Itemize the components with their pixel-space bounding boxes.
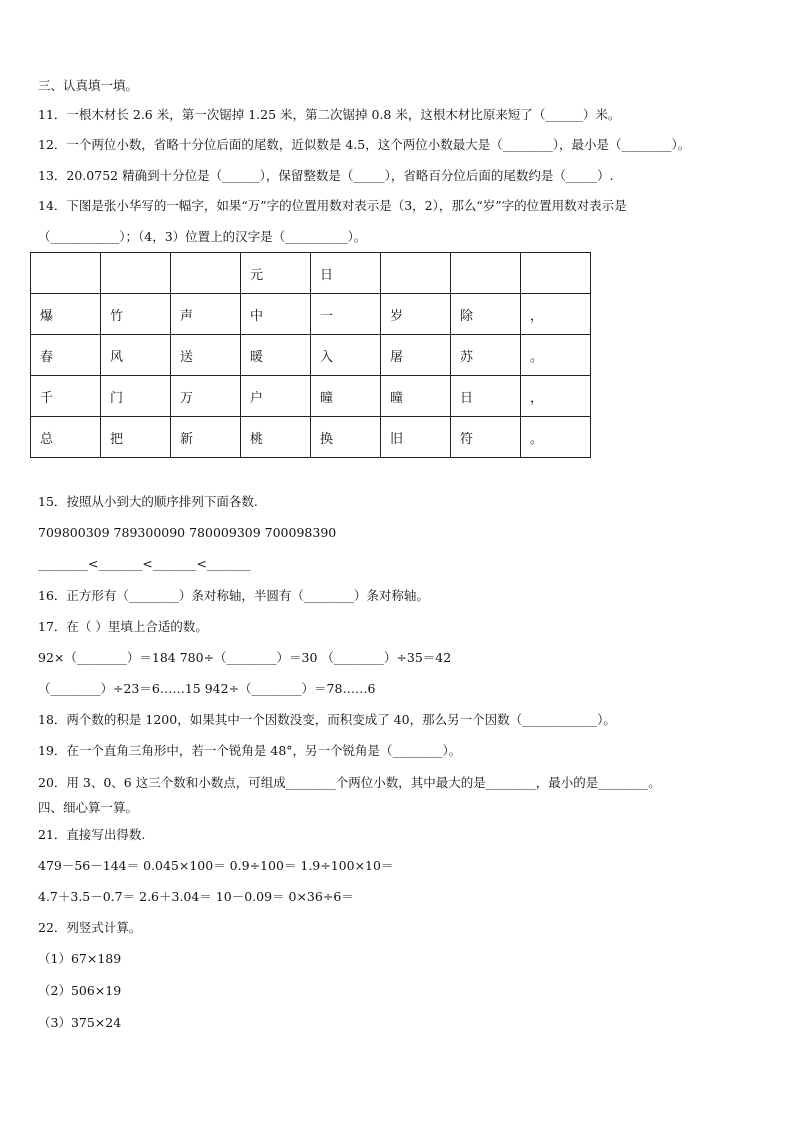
grid-cell: 新 (171, 417, 241, 458)
grid-row (31, 335, 591, 376)
question-21-row-1: 479－56－144＝ 0.045×100＝ 0.9÷100＝ 1.9÷100×10＝ (38, 858, 394, 873)
question-20: 20．用 3、0、6 这三个数和小数点，可组成________个两位小数，其中最大的是________，最小的是________。 (38, 775, 661, 790)
question-22: 22．列竖式计算。 (38, 920, 142, 935)
question-15-blanks: ________<_______<_______<_______ (38, 556, 251, 571)
grid-cell: 元 (241, 253, 311, 294)
grid-cell: 。 (521, 335, 591, 376)
grid-cell: 总 (31, 417, 101, 458)
question-21: 21．直接写出得数. (38, 827, 146, 842)
grid-cell: ， (521, 294, 591, 335)
question-17: 17．在（ ）里填上合适的数。 (38, 619, 208, 634)
question-17-row-2: （________）÷23＝6……15 942÷（________）＝78……6 (38, 681, 376, 696)
grid-cell: ， (521, 376, 591, 417)
grid-cell: 万 (171, 376, 241, 417)
grid-row (31, 376, 591, 417)
question-22-item-1: （1）67×189 (38, 951, 122, 966)
question-11: 11．一根木材长 2.6 米，第一次锯掉 1.25 米，第二次锯掉 0.8 米，这根木材比原来短了（______）米。 (38, 107, 621, 122)
grid-cell: 暖 (241, 335, 311, 376)
grid-cell: 苏 (451, 335, 521, 376)
grid-cell: 除 (451, 294, 521, 335)
grid-row (31, 294, 591, 335)
grid-cell: 千 (31, 376, 101, 417)
grid-cell: 日 (311, 253, 381, 294)
grid-cell: 曈 (381, 376, 451, 417)
question-22-item-3: （3）375×24 (38, 1015, 122, 1030)
grid-row (31, 417, 591, 458)
grid-cell: 把 (101, 417, 171, 458)
grid-cell: 一 (311, 294, 381, 335)
grid-cell: 竹 (101, 294, 171, 335)
question-22-item-2: （2）506×19 (38, 983, 122, 998)
grid-cell: 入 (311, 335, 381, 376)
grid-cell: 符 (451, 417, 521, 458)
grid-cell (521, 253, 591, 294)
grid-cell: 爆 (31, 294, 101, 335)
grid-cell (171, 253, 241, 294)
question-15: 15．按照从小到大的顺序排列下面各数. (38, 494, 258, 509)
question-13: 13．20.0752 精确到十分位是（______），保留整数是（_____），省略百分位后面的尾数约是（_____）. (38, 168, 614, 183)
grid-cell: 春 (31, 335, 101, 376)
question-19: 19．在一个直角三角形中，若一个锐角是 48°，另一个锐角是（________）。 (38, 743, 462, 758)
calligraphy-grid (30, 252, 591, 458)
grid-cell (31, 253, 101, 294)
question-18: 18．两个数的积是 1200，如果其中一个因数没变，而积变成了 40，那么另一个因数（____________）。 (38, 712, 616, 727)
grid-cell: 曈 (311, 376, 381, 417)
question-21-row-2: 4.7＋3.5－0.7＝ 2.6＋3.04＝ 10－0.09＝ 0×36÷6＝ (38, 889, 354, 904)
question-16: 16．正方形有（________）条对称轴，半圆有（________）条对称轴。 (38, 588, 429, 603)
grid-cell (451, 253, 521, 294)
grid-cell: 日 (451, 376, 521, 417)
grid-cell: 中 (241, 294, 311, 335)
question-14-line-2: （___________）；（4，3）位置上的汉字是（__________）。 (38, 229, 367, 244)
grid-cell: 声 (171, 294, 241, 335)
grid-cell: 岁 (381, 294, 451, 335)
grid-cell: 屠 (381, 335, 451, 376)
grid-cell: 桃 (241, 417, 311, 458)
grid-cell: 户 (241, 376, 311, 417)
question-15-numbers: 709800309 789300090 780009309 700098390 (38, 525, 337, 540)
grid-cell (381, 253, 451, 294)
grid-row (31, 253, 591, 294)
grid-cell (101, 253, 171, 294)
grid-cell: 旧 (381, 417, 451, 458)
grid-cell: 换 (311, 417, 381, 458)
section-4-heading: 四、细心算一算。 (38, 800, 139, 815)
grid-cell: 送 (171, 335, 241, 376)
section-3-heading: 三、认真填一填。 (38, 78, 139, 93)
grid-cell: 风 (101, 335, 171, 376)
grid-cell: 。 (521, 417, 591, 458)
grid-cell: 门 (101, 376, 171, 417)
question-17-row-1: 92×（________）＝184 780÷（________）＝30 （________）÷35＝42 (38, 650, 452, 665)
question-12: 12．一个两位小数，省略十分位后面的尾数，近似数是 4.5，这个两位小数最大是（________），最小是（________）。 (38, 137, 691, 152)
question-14-line-1: 14．下图是张小华写的一幅字，如果“万”字的位置用数对表示是（3，2），那么“岁”字的位置用数对表示是 (38, 198, 627, 213)
